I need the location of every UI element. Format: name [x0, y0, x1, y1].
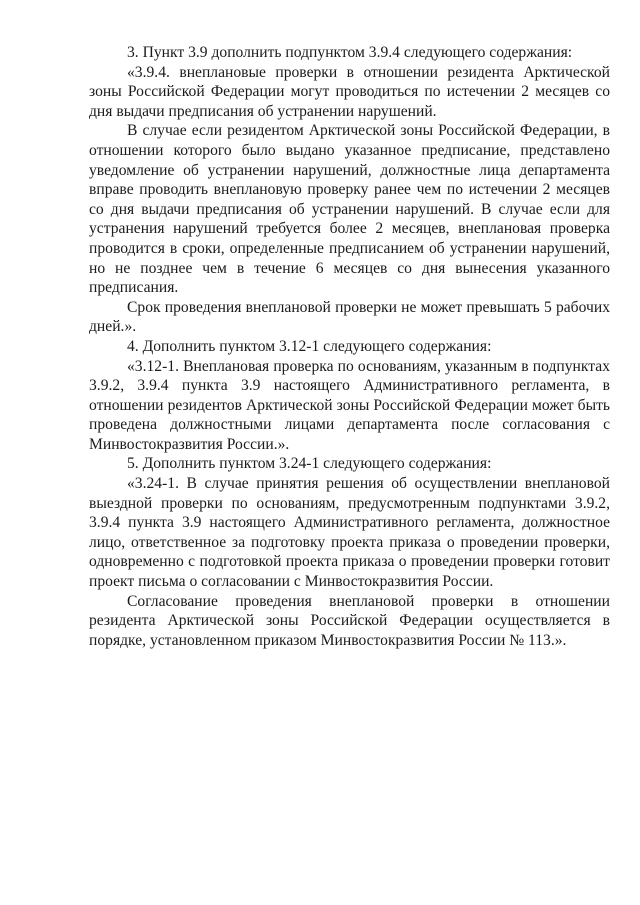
- paragraph-notice-case: В случае если резидентом Арктической зоны Российской Федерации, в отношении которого было выдано указанное предписание, представлено уведомление об устранении нарушений, должностные лица департамента вправе проводить внеплановую проверку ранее чем по истечении 2 месяцев со дня выдачи предписания об устранении нарушений. В случае если для устранения нарушений требуется более 2 месяцев, внеплановая проверка проводится в сроки, определенные предписанием об устранении нарушений, но не позднее чем в течение 6 месяцев со дня вынесения указанного предписания.: [89, 122, 610, 297]
- paragraph-item-5-heading: 5. Дополнить пунктом 3.24-1 следующего содержания:: [127, 455, 492, 473]
- paragraph-inspection-term: Срок проведения внеплановой проверки не может превышать 5 рабочих дней.».: [89, 298, 610, 336]
- paragraph-subitem-3-9-4: «3.9.4. внеплановые проверки в отношении резидента Арктической зоны Российской Федерации могут проводиться по истечении 2 месяцев со дня выдачи предписания об устранении нарушений.: [89, 63, 610, 120]
- document-body: [89, 43, 610, 650]
- paragraph-item-3-12-1: «3.12-1. Внеплановая проверка по основаниям, указанным в подпунктах 3.9.2, 3.9.4 пункта 3.9 настоящего Административного регламента, в отношении резидентов Арктической зоны Российской Федерации может быть проведена должностными лицами департамента после согласования с Минвостокразвития России.».: [89, 357, 610, 453]
- paragraph-approval: Согласование проведения внеплановой проверки в отношении резидента Арктической зоны Российской Федерации осуществляется в порядке, установленном приказом Минвостокразвития России № 113.».: [89, 592, 610, 649]
- paragraph-item-3-heading: 3. Пункт 3.9 дополнить подпунктом 3.9.4 следующего содержания:: [127, 44, 573, 61]
- paragraph-item-4-heading: 4. Дополнить пунктом 3.12-1 следующего содержания:: [127, 337, 492, 355]
- paragraph-item-3-24-1: «3.24-1. В случае принятия решения об осуществлении внеплановой выездной проверки по основаниям, предусмотренным подпунктами 3.9.2, 3.9.4 пункта 3.9 настоящего Административного регламента, должностное лицо, ответственное за подготовку проекта приказа о проведении проверки, одновременно с подготовкой проекта приказа о проведении проверки готовит проект письма о согласовании с Минвостокразвития России.: [89, 475, 610, 591]
